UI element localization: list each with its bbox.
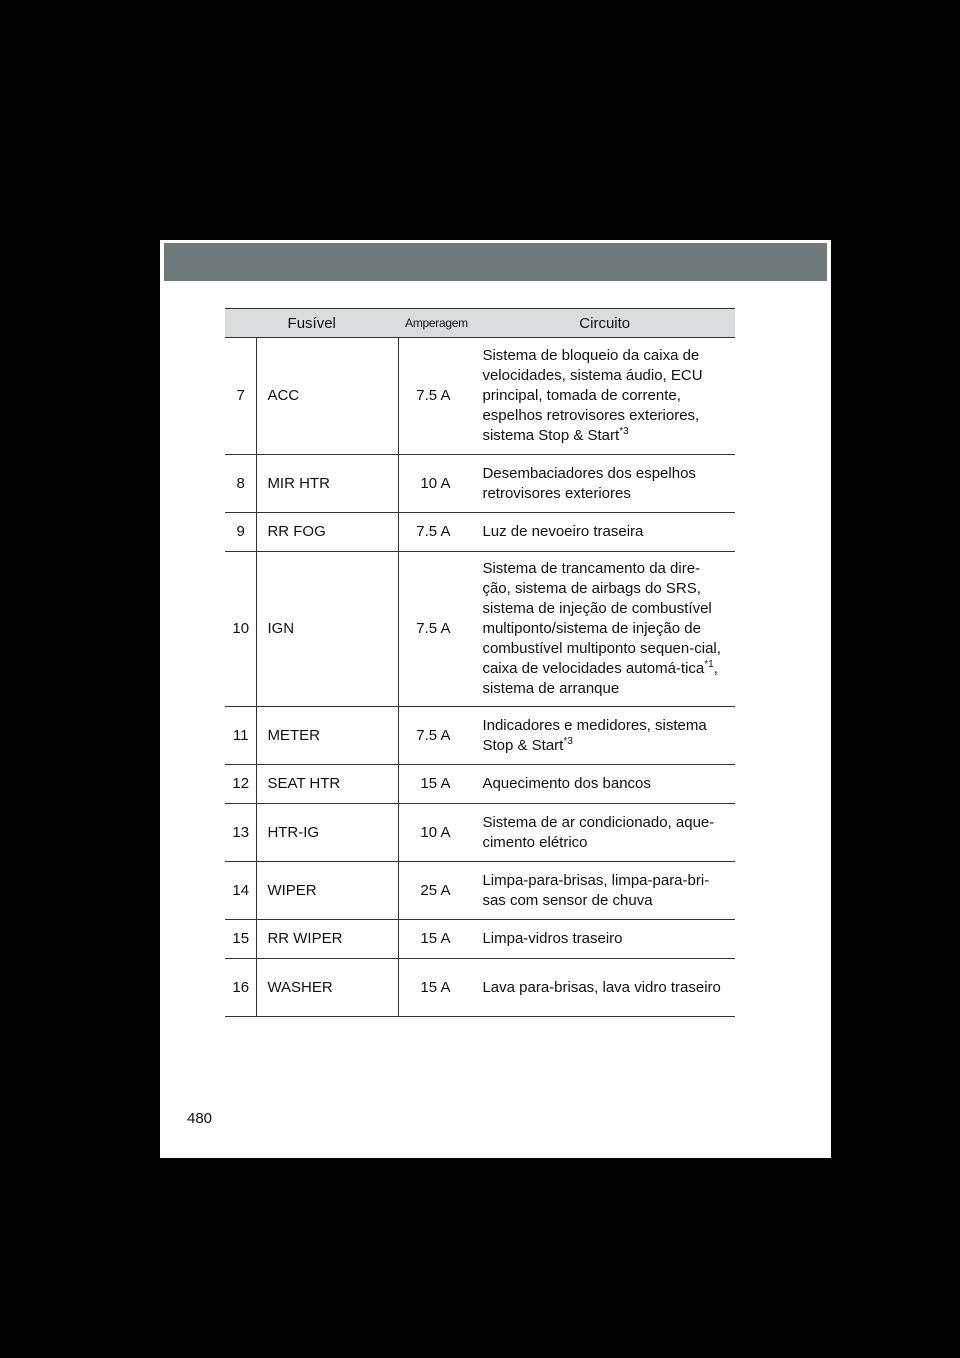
fuse-amperage: 7.5 A [398,338,474,455]
fuse-table [225,308,735,1017]
circuit-text: Limpa-para-brisas, limpa-para-bri-sas com sensor de chuva [482,871,710,909]
table-row [225,804,735,862]
fuse-circuit [474,552,735,707]
fuse-circuit [474,959,735,1017]
footnote-marker: *1 [704,659,714,670]
column-header-amperage: Amperagem [398,309,474,338]
footnote-marker: *3 [619,426,629,437]
fuse-name: METER [257,707,399,765]
fuse-circuit [474,862,735,920]
fuse-name: WIPER [257,862,399,920]
page-number: 480 [187,1110,213,1127]
fuse-number: 14 [225,862,257,920]
circuit-text: Lava para-brisas, lava vidro traseiro [482,978,721,996]
table-row [225,920,735,959]
fuse-amperage: 7.5 A [398,707,474,765]
circuit-text: Sistema de trancamento da dire-ção, sistema de airbags do SRS, sistema de injeção de combustível multiponto/sistema de injeção de combustível multiponto sequen-cial, caixa de velocidades automá-tica [482,560,721,677]
manual-page [160,240,831,1158]
table-row [225,338,735,455]
fuse-name: RR WIPER [257,920,399,959]
circuit-text: Limpa-vidros traseiro [482,930,623,947]
fuse-name: MIR HTR [257,455,399,513]
fuse-circuit [474,338,735,455]
footnote-marker: *3 [563,735,573,747]
fuse-number: 16 [225,959,257,1017]
circuit-text: Luz de nevoeiro traseira [482,523,644,540]
circuit-text: Sistema de ar condicionado, aque-cimento elétrico [482,813,715,851]
fuse-amperage: 15 A [398,959,474,1017]
fuse-name: RR FOG [257,513,399,552]
circuit-text-tail: , sistema de arranque [482,660,718,697]
column-header-circuit: Circuito [474,309,735,338]
fuse-circuit [474,765,735,804]
circuit-text: Desembaciadores dos espelhos retrovisores exteriores [482,464,696,502]
fuse-amperage: 15 A [398,920,474,959]
fuse-number: 11 [225,707,257,765]
table-row [225,707,735,765]
table-row [225,513,735,552]
fuse-name: ACC [257,338,399,455]
table-header-row [225,309,735,338]
table-row [225,959,735,1017]
table-row [225,862,735,920]
fuse-amperage: 15 A [398,765,474,804]
table-row [225,765,735,804]
fuse-number: 10 [225,552,257,707]
fuse-amperage: 10 A [398,455,474,513]
fuse-number: 15 [225,920,257,959]
fuse-number: 13 [225,804,257,862]
fuse-number: 7 [225,338,257,455]
fuse-circuit [474,920,735,959]
circuit-text: Aquecimento dos bancos [482,775,651,792]
fuse-circuit [474,455,735,513]
fuse-number: 12 [225,765,257,804]
fuse-amperage: 7.5 A [398,513,474,552]
fuse-number: 9 [225,513,257,552]
fuse-number: 8 [225,455,257,513]
column-header-fuse: Fusível [225,309,398,338]
fuse-name: SEAT HTR [257,765,399,804]
fuse-circuit [474,804,735,862]
fuse-name: HTR-IG [257,804,399,862]
circuit-text: Sistema de bloqueio da caixa de velocidades, sistema áudio, ECU principal, tomada de corrente, espelhos retrovisores exteriores, sistema Stop & Start [482,347,703,444]
page-header-bar [164,243,827,281]
circuit-text: Indicadores e medidores, sistema Stop & Start [482,716,707,754]
fuse-circuit [474,707,735,765]
fuse-name: IGN [257,552,399,707]
fuse-name: WASHER [257,959,399,1017]
fuse-amperage: 25 A [398,862,474,920]
table-row [225,552,735,707]
fuse-circuit [474,513,735,552]
fuse-amperage: 10 A [398,804,474,862]
fuse-amperage: 7.5 A [398,552,474,707]
table-row [225,455,735,513]
